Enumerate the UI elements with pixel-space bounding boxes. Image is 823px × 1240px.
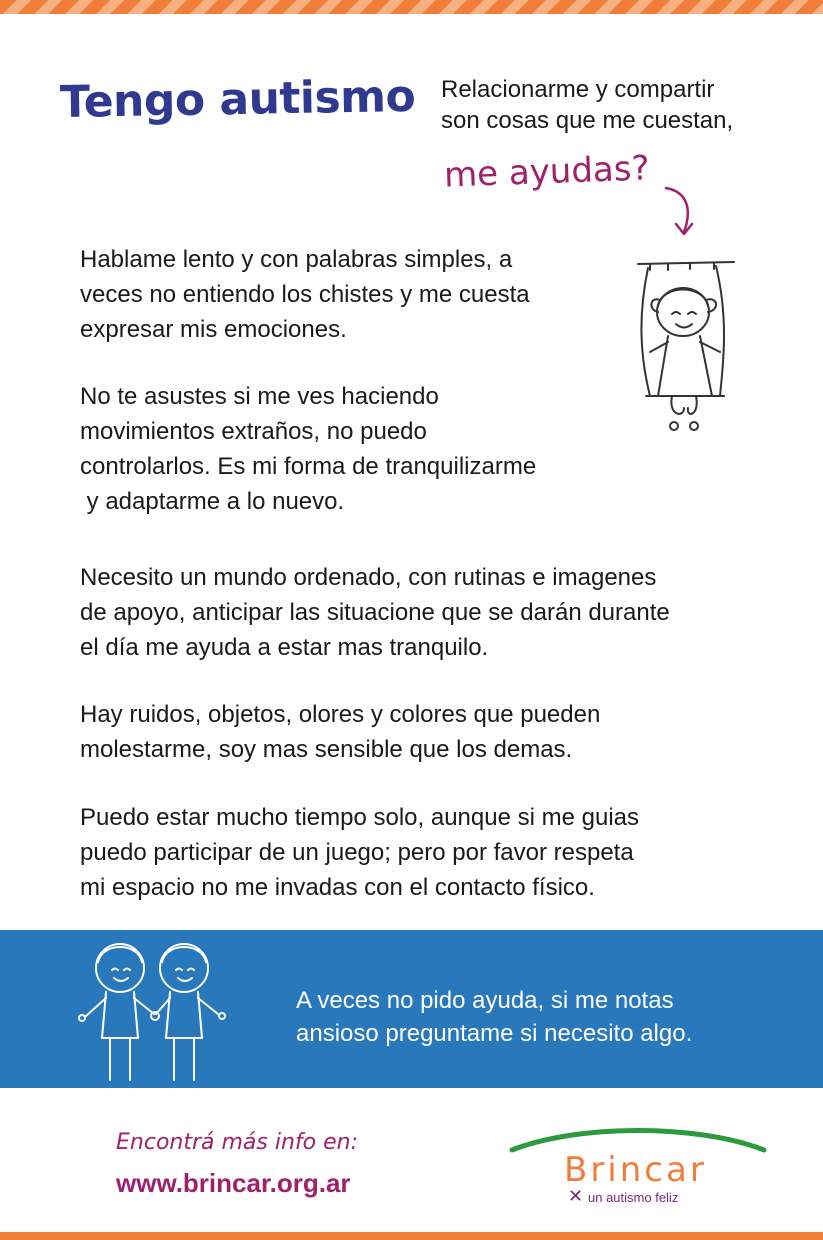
paragraph-speech xyxy=(80,242,760,347)
paragraph-routines xyxy=(80,560,760,665)
intro-line: Relacionarme y compartir xyxy=(441,76,715,103)
logo-tagline: un autismo feliz xyxy=(588,1190,679,1205)
paragraph-line: de apoyo, anticipar las situacione que se darán durante xyxy=(80,599,670,626)
intro-text xyxy=(441,74,801,136)
bottom-decorative-stripe xyxy=(0,1232,823,1240)
paragraph-line: Hay ruidos, objetos, olores y colores que pueden xyxy=(80,701,601,728)
brincar-logo xyxy=(508,1128,768,1212)
paragraph-line: No te asustes si me ves haciendo xyxy=(80,383,439,410)
help-band-message xyxy=(296,984,796,1050)
paragraph-line: expresar mis emociones. xyxy=(80,316,347,343)
logo-name: Brincar xyxy=(564,1150,707,1190)
paragraph-line: el día me ayuda a estar mas tranquilo. xyxy=(80,634,489,661)
paragraph-line: Hablame lento y con palabras simples, a xyxy=(80,246,513,273)
paragraph-line: Puedo estar mucho tiempo solo, aunque si me guias xyxy=(80,804,639,831)
band-line: ansioso preguntame si necesito algo. xyxy=(296,1020,693,1047)
band-line: A veces no pido ayuda, si me notas xyxy=(296,987,674,1014)
two-kids-holding-hands-illustration xyxy=(72,936,242,1086)
paragraph-line: molestarme, soy mas sensible que los demas. xyxy=(80,736,573,763)
paragraph-line: y adaptarme a lo nuevo. xyxy=(80,488,345,515)
paragraph-line: controlarlos. Es mi forma de tranquilizarme xyxy=(80,453,537,480)
paragraph-movements xyxy=(80,379,760,519)
paragraph-line: Necesito un mundo ordenado, con rutinas e imagenes xyxy=(80,564,657,591)
help-question: me ayudas? xyxy=(443,148,651,196)
more-info-label: Encontrá más info en: xyxy=(116,1130,358,1155)
paragraph-line: puedo participar de un juego; pero por favor respeta xyxy=(80,839,634,866)
website-link[interactable]: www.brincar.org.ar xyxy=(116,1168,351,1198)
page-title: Tengo autismo xyxy=(59,70,416,129)
intro-line: son cosas que me cuestan, xyxy=(441,107,734,134)
top-decorative-stripe xyxy=(0,0,823,14)
cross-icon: ✕ xyxy=(568,1186,584,1207)
curved-arrow-icon xyxy=(660,184,700,240)
paragraph-space xyxy=(80,800,760,905)
paragraph-sensitivity xyxy=(80,697,760,767)
paragraph-line: veces no entiendo los chistes y me cuesta xyxy=(80,281,530,308)
paragraph-line: mi espacio no me invadas con el contacto físico. xyxy=(80,874,595,901)
paragraph-line: movimientos extraños, no puedo xyxy=(80,418,427,445)
